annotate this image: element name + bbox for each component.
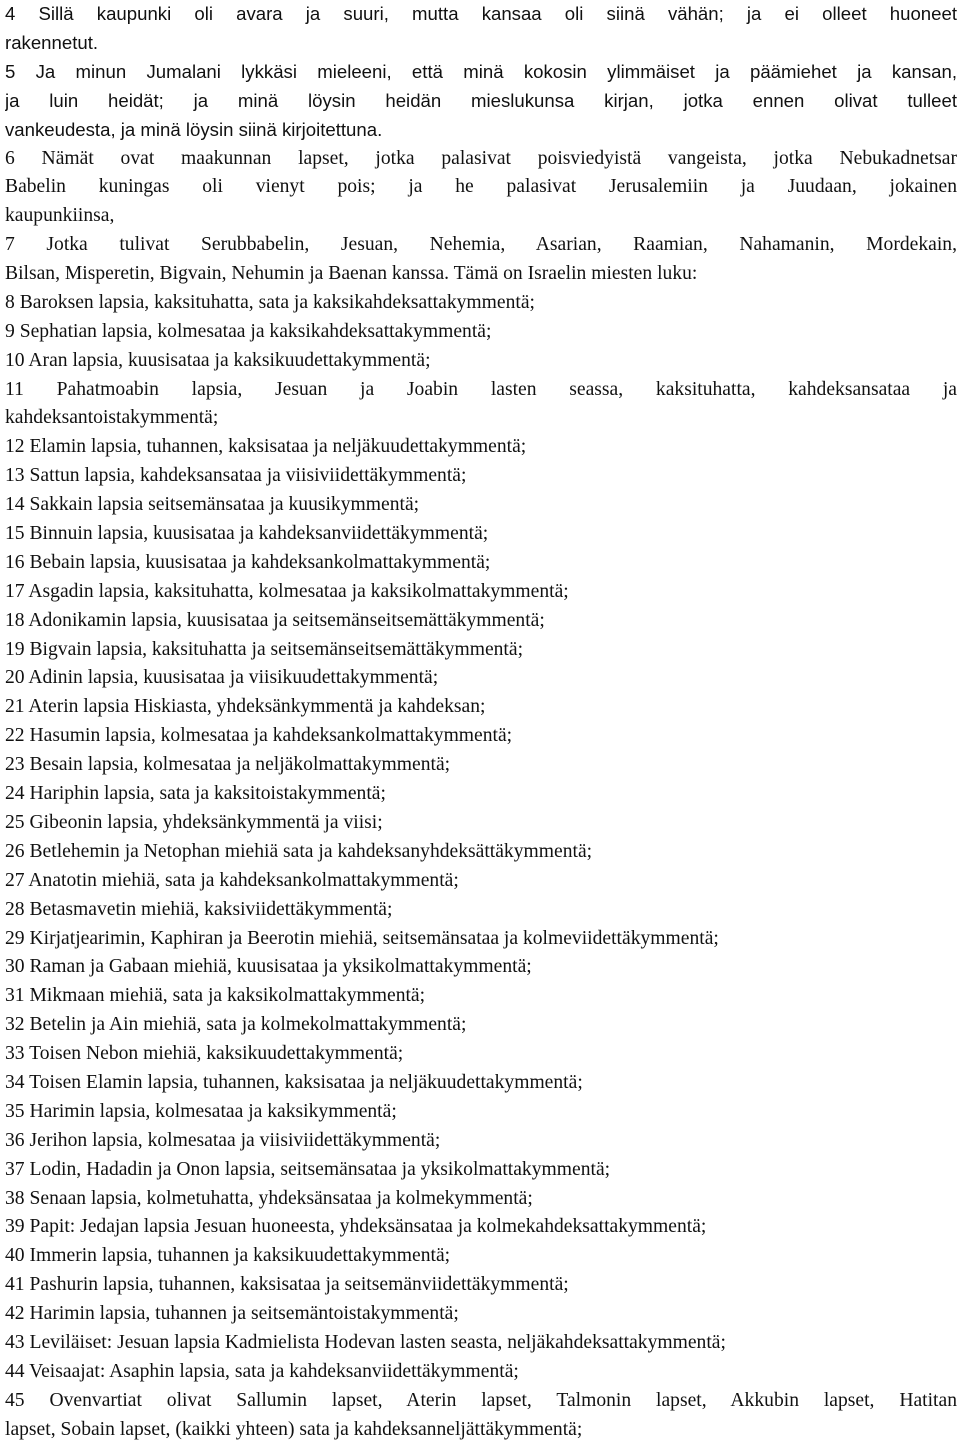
- line-text: 38 Senaan lapsia, kolmetuhatta, yhdeksänsataa ja kolmekymmentä;: [5, 1187, 533, 1209]
- line-text: 8 Baroksen lapsia, kaksituhatta, sata ja kaksikahdeksattakymmentä;: [5, 291, 535, 313]
- text-line: [5, 982, 957, 1011]
- text-line: [5, 462, 957, 491]
- text-line: [5, 1011, 957, 1040]
- line-text: 35 Harimin lapsia, kolmesataa ja kaksikymmentä;: [5, 1100, 397, 1122]
- line-text: 45 Ovenvartiat olivat Sallumin lapset, Aterin lapset, Talmonin lapset, Akkubin lapset, Hatitan: [5, 1389, 957, 1411]
- line-text: 29 Kirjatjearimin, Kaphiran ja Beerotin miehiä, seitsemänsataa ja kolmeviidettäkymmentä;: [5, 927, 719, 949]
- text-line: [5, 549, 957, 578]
- line-text: 33 Toisen Nebon miehiä, kaksikuudettakymmentä;: [5, 1043, 404, 1065]
- text-line: [5, 58, 957, 87]
- text-line: [5, 260, 957, 289]
- text-line: [5, 809, 957, 838]
- line-text: kaupunkiinsa,: [5, 205, 115, 227]
- line-text: 44 Veisaajat: Asaphin lapsia, sata ja kahdeksanviidettäkymmentä;: [5, 1360, 519, 1382]
- text-line: [5, 376, 957, 405]
- line-text: 15 Binnuin lapsia, kuusisataa ja kahdeksanviidettäkymmentä;: [5, 523, 489, 545]
- text-line: [5, 780, 957, 809]
- text-line: [5, 953, 957, 982]
- text-line: [5, 231, 957, 260]
- line-text-continuation: 6 Nämät ovat maakunnan lapset, jotka palasivat poisviedyistä vangeista, jotka Nebukadnetsar: [5, 147, 957, 169]
- line-text: 13 Sattun lapsia, kahdeksansataa ja viisiviidettäkymmentä;: [5, 465, 467, 487]
- text-line: [5, 1358, 957, 1387]
- line-text: 26 Betlehemin ja Netophan miehiä sata ja kahdeksanyhdeksättäkymmentä;: [5, 840, 593, 862]
- line-text: 36 Jerihon lapsia, kolmesataa ja viisiviidettäkymmentä;: [5, 1129, 441, 1151]
- text-line: [5, 751, 957, 780]
- text-line: [5, 520, 957, 549]
- text-line: [5, 1242, 957, 1271]
- text-line: [5, 607, 957, 636]
- text-line: [5, 202, 957, 231]
- line-text: 31 Mikmaan miehiä, sata ja kaksikolmattakymmentä;: [5, 985, 426, 1007]
- line-text: 22 Hasumin lapsia, kolmesataa ja kahdeksankolmattakymmentä;: [5, 725, 513, 747]
- text-line: [5, 664, 957, 693]
- line-text: 12 Elamin lapsia, tuhannen, kaksisataa ja neljäkuudettakymmentä;: [5, 436, 527, 458]
- line-text: 17 Asgadin lapsia, kaksituhatta, kolmesataa ja kaksikolmattakymmentä;: [5, 580, 569, 602]
- text-line: [5, 173, 957, 202]
- text-line: [5, 1213, 957, 1242]
- document-page: [5, 0, 957, 1445]
- text-line: [5, 347, 957, 376]
- text-line: [5, 0, 957, 29]
- text-line: [5, 1040, 957, 1069]
- text-line: [5, 1069, 957, 1098]
- line-text: 43 Leviläiset: Jesuan lapsia Kadmielista Hodevan lasten seasta, neljäkahdeksattakymmentä;: [5, 1331, 726, 1353]
- line-text: 23 Besain lapsia, kolmesataa ja neljäkolmattakymmentä;: [5, 754, 451, 776]
- line-text: 4 Sillä kaupunki oli avara ja suuri, mutta kansaa oli siinä vähän; ja ei olleet huoneet: [5, 3, 957, 24]
- line-text: vankeudesta, ja minä löysin siinä kirjoitettuna.: [5, 118, 383, 140]
- text-line: [5, 29, 957, 58]
- text-line: [5, 722, 957, 751]
- line-text: 18 Adonikamin lapsia, kuusisataa ja seitsemänseitsemättäkymmentä;: [5, 609, 545, 631]
- line-text: ja luin heidät; ja minä löysin heidän mieslukunsa kirjan, jotka ennen olivat tulleet: [5, 89, 957, 111]
- line-text: 11 Pahatmoabin lapsia, Jesuan ja Joabin lasten seassa, kaksituhatta, kahdeksansataa ja: [5, 378, 957, 400]
- text-line: [5, 491, 957, 520]
- line-text: 37 Lodin, Hadadin ja Onon lapsia, seitsemänsataa ja yksikolmattakymmentä;: [5, 1158, 611, 1180]
- line-text: 21 Aterin lapsia Hiskiasta, yhdeksänkymmentä ja kahdeksan;: [5, 696, 486, 718]
- line-text: 19 Bigvain lapsia, kaksituhatta ja seitsemänseitsemättäkymmentä;: [5, 638, 524, 660]
- line-text: Bilsan, Misperetin, Bigvain, Nehumin ja Baenan kanssa. Tämä on Israelin miesten luku:: [5, 263, 698, 285]
- text-line: [5, 404, 957, 433]
- line-text: 20 Adinin lapsia, kuusisataa ja viisikuudettakymmentä;: [5, 667, 439, 689]
- text-line: [5, 867, 957, 896]
- line-text: 9 Sephatian lapsia, kolmesataa ja kaksikahdeksattakymmentä;: [5, 320, 492, 342]
- line-text: rakennetut.: [5, 31, 99, 53]
- text-line: [5, 87, 957, 116]
- text-line: [5, 1329, 957, 1358]
- text-line: [5, 116, 957, 145]
- text-line: [5, 289, 957, 318]
- line-text: 25 Gibeonin lapsia, yhdeksänkymmentä ja viisi;: [5, 811, 383, 833]
- line-text: 7 Jotka tulivat Serubbabelin, Jesuan, Nehemia, Asarian, Raamian, Nahamanin, Mordekain,: [5, 234, 957, 256]
- line-text: 24 Hariphin lapsia, sata ja kaksitoistakymmentä;: [5, 783, 386, 805]
- text-line: [5, 1185, 957, 1214]
- line-text: 10 Aran lapsia, kuusisataa ja kaksikuudettakymmentä;: [5, 349, 431, 371]
- line-text: kahdeksantoistakymmentä;: [5, 407, 219, 429]
- line-text: lapset, Sobain lapset, (kaikki yhteen) sata ja kahdeksanneljättäkymmentä;: [5, 1418, 583, 1440]
- text-line: [5, 318, 957, 347]
- text-line: [5, 1387, 957, 1416]
- text-line: [5, 1271, 957, 1300]
- text-line: [5, 1300, 957, 1329]
- line-text: Babelin kuningas oli vienyt pois; ja he palasivat Jerusalemiin ja Juudaan, jokainen: [5, 176, 957, 198]
- line-text: 27 Anatotin miehiä, sata ja kahdeksankolmattakymmentä;: [5, 869, 459, 891]
- line-text: 42 Harimin lapsia, tuhannen ja seitsemäntoistakymmentä;: [5, 1303, 459, 1325]
- line-text: 39 Papit: Jedajan lapsia Jesuan huoneesta, yhdeksänsataa ja kolmekahdeksattakymmentä;: [5, 1216, 707, 1238]
- line-text: 30 Raman ja Gabaan miehiä, kuusisataa ja yksikolmattakymmentä;: [5, 956, 532, 978]
- text-line: [5, 636, 957, 665]
- text-line: [5, 1156, 957, 1185]
- line-text: 28 Betasmavetin miehiä, kaksiviidettäkymmentä;: [5, 898, 393, 920]
- text-line: [5, 1098, 957, 1127]
- text-line: [5, 578, 957, 607]
- text-line: [5, 1416, 957, 1445]
- text-line: [5, 925, 957, 954]
- line-text: 14 Sakkain lapsia seitsemänsataa ja kuusikymmentä;: [5, 494, 420, 516]
- line-text: 32 Betelin ja Ain miehiä, sata ja kolmekolmattakymmentä;: [5, 1014, 467, 1036]
- line-text: 34 Toisen Elamin lapsia, tuhannen, kaksisataa ja neljäkuudettakymmentä;: [5, 1071, 583, 1093]
- text-line: [5, 693, 957, 722]
- text-line: [5, 433, 957, 462]
- text-line: [5, 1127, 957, 1156]
- line-text: 41 Pashurin lapsia, tuhannen, kaksisataa ja seitsemänviidettäkymmentä;: [5, 1274, 569, 1296]
- text-line: [5, 838, 957, 867]
- text-line: [5, 896, 957, 925]
- line-text: 16 Bebain lapsia, kuusisataa ja kahdeksankolmattakymmentä;: [5, 551, 491, 573]
- line-text: 40 Immerin lapsia, tuhannen ja kaksikuudettakymmentä;: [5, 1245, 451, 1267]
- line-text: 5 Ja minun Jumalani lykkäsi mieleeni, että minä kokosin ylimmäiset ja päämiehet ja kansan,: [5, 60, 957, 82]
